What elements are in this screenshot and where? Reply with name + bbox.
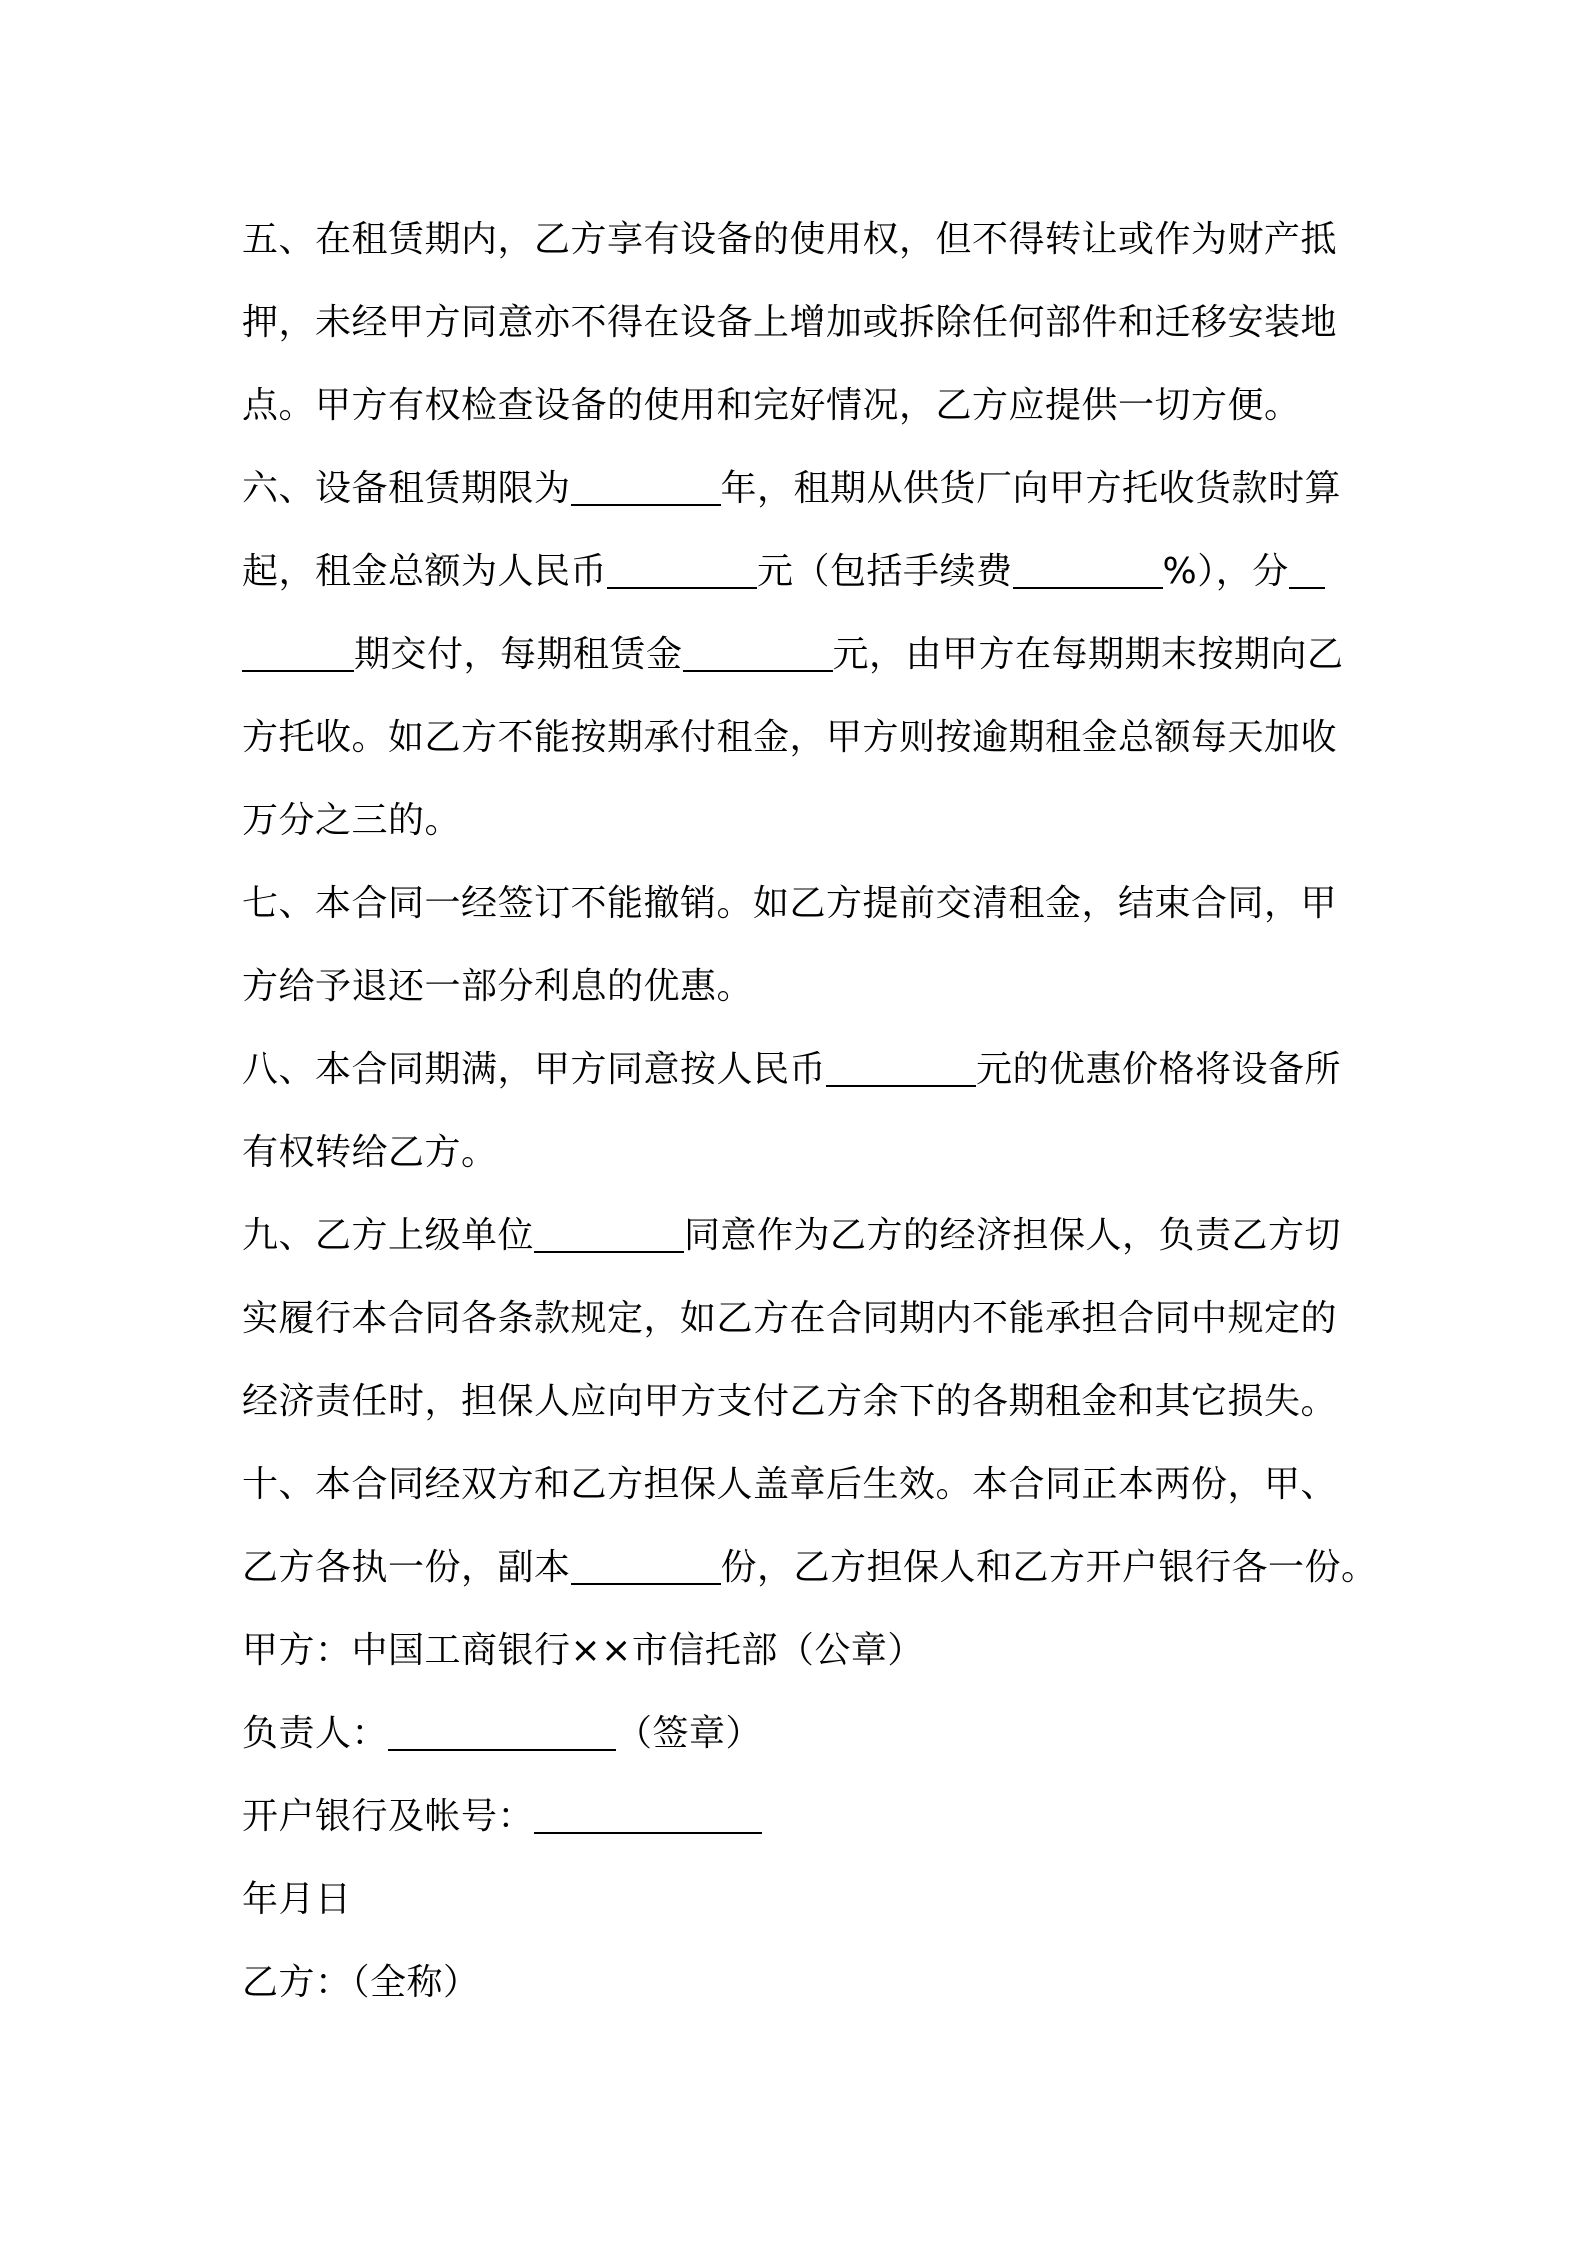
clause-9-text: 九、乙方上级单位 — [242, 1215, 535, 1256]
transfer-price-blank — [826, 1049, 976, 1087]
clause-6-text: %），分 — [1162, 551, 1289, 592]
clause-10-line-1: 十、本合同经双方和乙方担保人盖章后生效。本合同正本两份，甲、 — [242, 1464, 1338, 1505]
clause-6-line-2 — [242, 530, 1352, 613]
clause-6-text: 期交付，每期租赁金 — [354, 634, 683, 675]
clause-8-text: 元的优惠价格将设备所 — [976, 1049, 1342, 1090]
contract-body — [242, 198, 1378, 2024]
clause-9-line-2: 实履行本合同各条款规定，如乙方在合同期内不能承担合同中规定的 — [242, 1298, 1338, 1339]
installment-amount-blank — [683, 634, 833, 672]
superior-unit-blank — [534, 1215, 684, 1253]
clause-5-line-2: 押，未经甲方同意亦不得在设备上增加或拆除任何部件和迁移安装地 — [242, 302, 1338, 343]
clause-7-line-1: 七、本合同一经签订不能撤销。如乙方提前交清租金，结束合同，甲 — [242, 883, 1338, 924]
copies-blank — [571, 1547, 721, 1585]
clause-7-line-2: 方给予退还一部分利息的优惠。 — [242, 966, 754, 1007]
clause-6-line-1 — [242, 447, 1352, 530]
clause-8-line-2: 有权转给乙方。 — [242, 1132, 498, 1173]
clause-8-line-1 — [242, 1028, 1352, 1111]
clause-6-text: 元（包括手续费 — [757, 551, 1013, 592]
clause-6-line-3 — [242, 613, 1352, 696]
clause-6-line-5: 万分之三的。 — [242, 800, 462, 841]
clause-5-line-1: 五、在租赁期内，乙方享有设备的使用权，但不得转让或作为财产抵 — [242, 219, 1338, 260]
bank-account-line — [242, 1775, 1352, 1858]
party-b-line: 乙方：（全称） — [242, 1962, 480, 2003]
clause-10-text: 份，乙方担保人和乙方开户银行各一份。 — [720, 1547, 1378, 1588]
clause-6-text: 年，租期从供货厂向甲方托收货款时算 — [720, 468, 1342, 509]
clause-5-line-3: 点。甲方有权检查设备的使用和完好情况，乙方应提供一切方便。 — [242, 385, 1301, 426]
clause-6-text: 元，由甲方在每期期末按期向乙 — [832, 634, 1344, 675]
party-a-line: 甲方：中国工商银行××市信托部（公章） — [242, 1630, 924, 1671]
installments-blank-end — [242, 634, 354, 672]
responsible-person-line — [242, 1692, 1352, 1775]
clause-10-line-2 — [242, 1526, 1378, 1609]
clause-9-line-1 — [242, 1194, 1352, 1277]
clause-10-text: 乙方各执一份，副本 — [242, 1547, 571, 1588]
responsible-signature-blank — [388, 1713, 616, 1751]
fee-percent-blank — [1013, 551, 1163, 589]
bank-account-blank — [534, 1796, 762, 1834]
clause-6-text: 六、设备租赁期限为 — [242, 468, 571, 509]
date-line: 年月日 — [242, 1879, 352, 1920]
total-rent-blank — [607, 551, 757, 589]
bank-account-label: 开户银行及帐号： — [242, 1796, 535, 1837]
clause-6-line-4: 方托收。如乙方不能按期承付租金，甲方则按逾期租金总额每天加收 — [242, 717, 1338, 758]
clause-9-line-3: 经济责任时，担保人应向甲方支付乙方余下的各期租金和其它损失。 — [242, 1381, 1338, 1422]
clause-9-text: 同意作为乙方的经济担保人，负责乙方切 — [684, 1215, 1342, 1256]
lease-term-blank — [571, 468, 721, 506]
installments-blank-start — [1289, 551, 1325, 589]
clause-6-text: 起，租金总额为人民币 — [242, 551, 608, 592]
responsible-label: 负责人： — [242, 1713, 389, 1754]
responsible-suffix: （签章） — [616, 1713, 763, 1754]
clause-8-text: 八、本合同期满，甲方同意按人民币 — [242, 1049, 827, 1090]
